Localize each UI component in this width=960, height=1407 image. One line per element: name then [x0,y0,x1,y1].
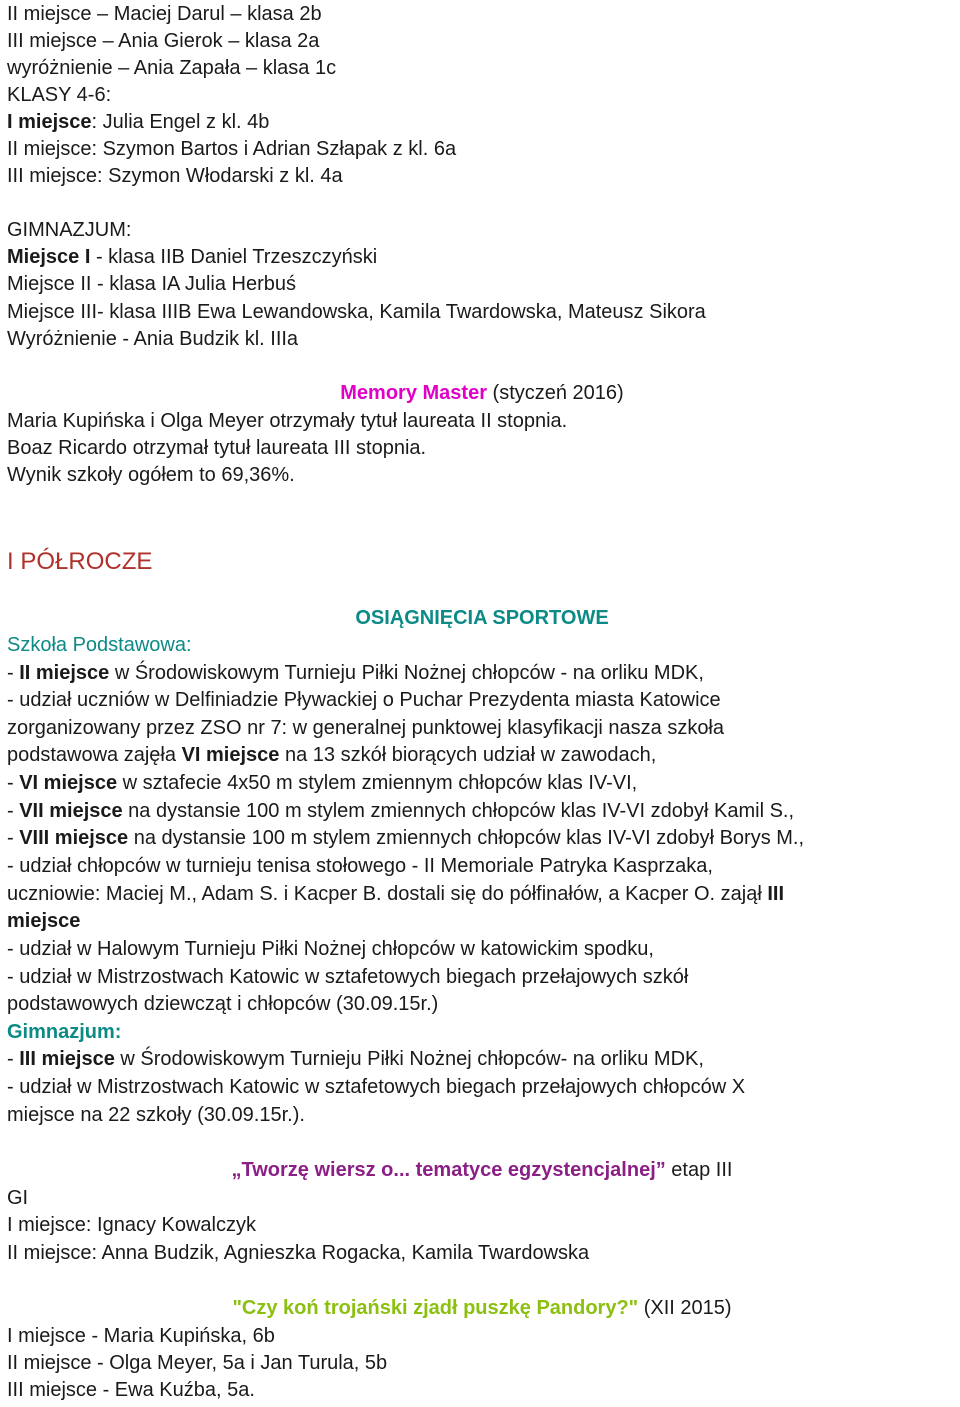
semester-heading: I PÓŁROCZE [7,548,153,575]
poetry-contest-title: „Tworzę wiersz o... tematyce egzystencjalnej” [231,1159,666,1181]
sport-line: podstawowych dziewcząt i chłopców (30.09.15r.) [7,993,439,1015]
memory-master-heading: Memory Master (styczeń 2016) [340,382,624,404]
sport-line: - II miejsce w Środowiskowym Turnieju Piłki Nożnej chłopców - na orliku MDK, [7,662,704,684]
result-line: II miejsce: Szymon Bartos i Adrian Szłapak z kl. 6a [7,138,457,160]
category-heading: KLASY 4-6: [7,84,112,106]
result-line: Wynik szkoły ogółem to 69,36%. [7,464,295,486]
result-line: I miejsce - Maria Kupińska, 6b [7,1325,275,1347]
sport-line: - udział w Mistrzostwach Katowic w sztafetowych biegach przełajowych chłopców X [7,1076,746,1098]
sport-line: zorganizowany przez ZSO nr 7: w generalnej punktowej klasyfikacji nasza szkoła [7,717,725,739]
sport-line: miejsce na 22 szkoły (30.09.15r.). [7,1104,305,1126]
sport-achievements-heading: OSIĄGNIĘCIA SPORTOWE [355,607,609,629]
result-line: Miejsce II - klasa IA Julia Herbuś [7,273,296,295]
sport-line: miejsce [7,910,81,932]
sport-line: - III miejsce w Środowiskowym Turnieju Piłki Nożnej chłopców- na orliku MDK, [7,1048,704,1070]
result-line: Boaz Ricardo otrzymał tytuł laureata III stopnia. [7,437,427,459]
result-line: Maria Kupińska i Olga Meyer otrzymały tytuł laureata II stopnia. [7,410,568,432]
result-line: Miejsce III- klasa IIIB Ewa Lewandowska, Kamila Twardowska, Mateusz Sikora [7,301,706,323]
result-line: II miejsce: Anna Budzik, Agnieszka Rogacka, Kamila Twardowska [7,1242,590,1264]
result-line: I miejsce: Ignacy Kowalczyk [7,1214,256,1236]
pandora-contest-title: "Czy koń trojański zjadł puszkę Pandory?" [232,1297,639,1319]
sport-line: - udział w Mistrzostwach Katowic w sztafetowych biegach przełajowych szkół [7,966,689,988]
result-line: GI [7,1187,29,1209]
result-line: Wyróżnienie - Ania Budzik kl. IIIa [7,328,299,350]
pandora-contest-heading: "Czy koń trojański zjadł puszkę Pandory?" (XII 2015) [232,1297,732,1319]
primary-school-heading: Szkoła Podstawowa: [7,634,192,656]
result-line: II miejsce – Maciej Darul – klasa 2b [7,3,322,25]
result-line: II miejsce - Olga Meyer, 5a i Jan Turula, 5b [7,1352,388,1374]
result-line: III miejsce – Ania Gierok – klasa 2a [7,30,320,52]
sport-line: - udział uczniów w Delfiniadzie Pływackiej o Puchar Prezydenta miasta Katowice [7,689,721,711]
result-line: III miejsce - Ewa Kuźba, 5a. [7,1379,255,1401]
sport-line: - VII miejsce na dystansie 100 m stylem zmiennych chłopców klas IV-VI zdobył Kamil S., [7,800,795,822]
sport-line: - VIII miejsce na dystansie 100 m stylem zmiennych chłopców klas IV-VI zdobył Borys M., [7,827,805,849]
sport-line: - udział chłopców w turnieju tenisa stołowego - II Memoriale Patryka Kasprzaka, [7,855,713,877]
gymnasium-heading: Gimnazjum: [7,1021,122,1043]
result-line: I miejsce: Julia Engel z kl. 4b [7,111,270,133]
poetry-contest-heading: „Tworzę wiersz o... tematyce egzystencjalnej” etap III [231,1159,733,1181]
sport-line: uczniowie: Maciej M., Adam S. i Kacper B. dostali się do półfinałów, a Kacper O. zajął III [7,883,785,905]
sport-line: - udział w Halowym Turnieju Piłki Nożnej chłopców w katowickim spodku, [7,938,654,960]
result-line: wyróżnienie – Ania Zapała – klasa 1c [7,57,337,79]
result-line: III miejsce: Szymon Włodarski z kl. 4a [7,165,343,187]
place-label: Miejsce I [7,246,91,268]
sport-line: podstawowa zajęła VI miejsce na 13 szkół biorących udział w zawodach, [7,744,657,766]
category-heading: GIMNAZJUM: [7,219,132,241]
place-label: I miejsce [7,111,92,133]
result-line: Miejsce I - klasa IIB Daniel Trzeszczyński [7,246,378,268]
sport-line: - VI miejsce w sztafecie 4x50 m stylem zmiennym chłopców klas IV-VI, [7,772,638,794]
memory-master-title: Memory Master [340,382,487,404]
